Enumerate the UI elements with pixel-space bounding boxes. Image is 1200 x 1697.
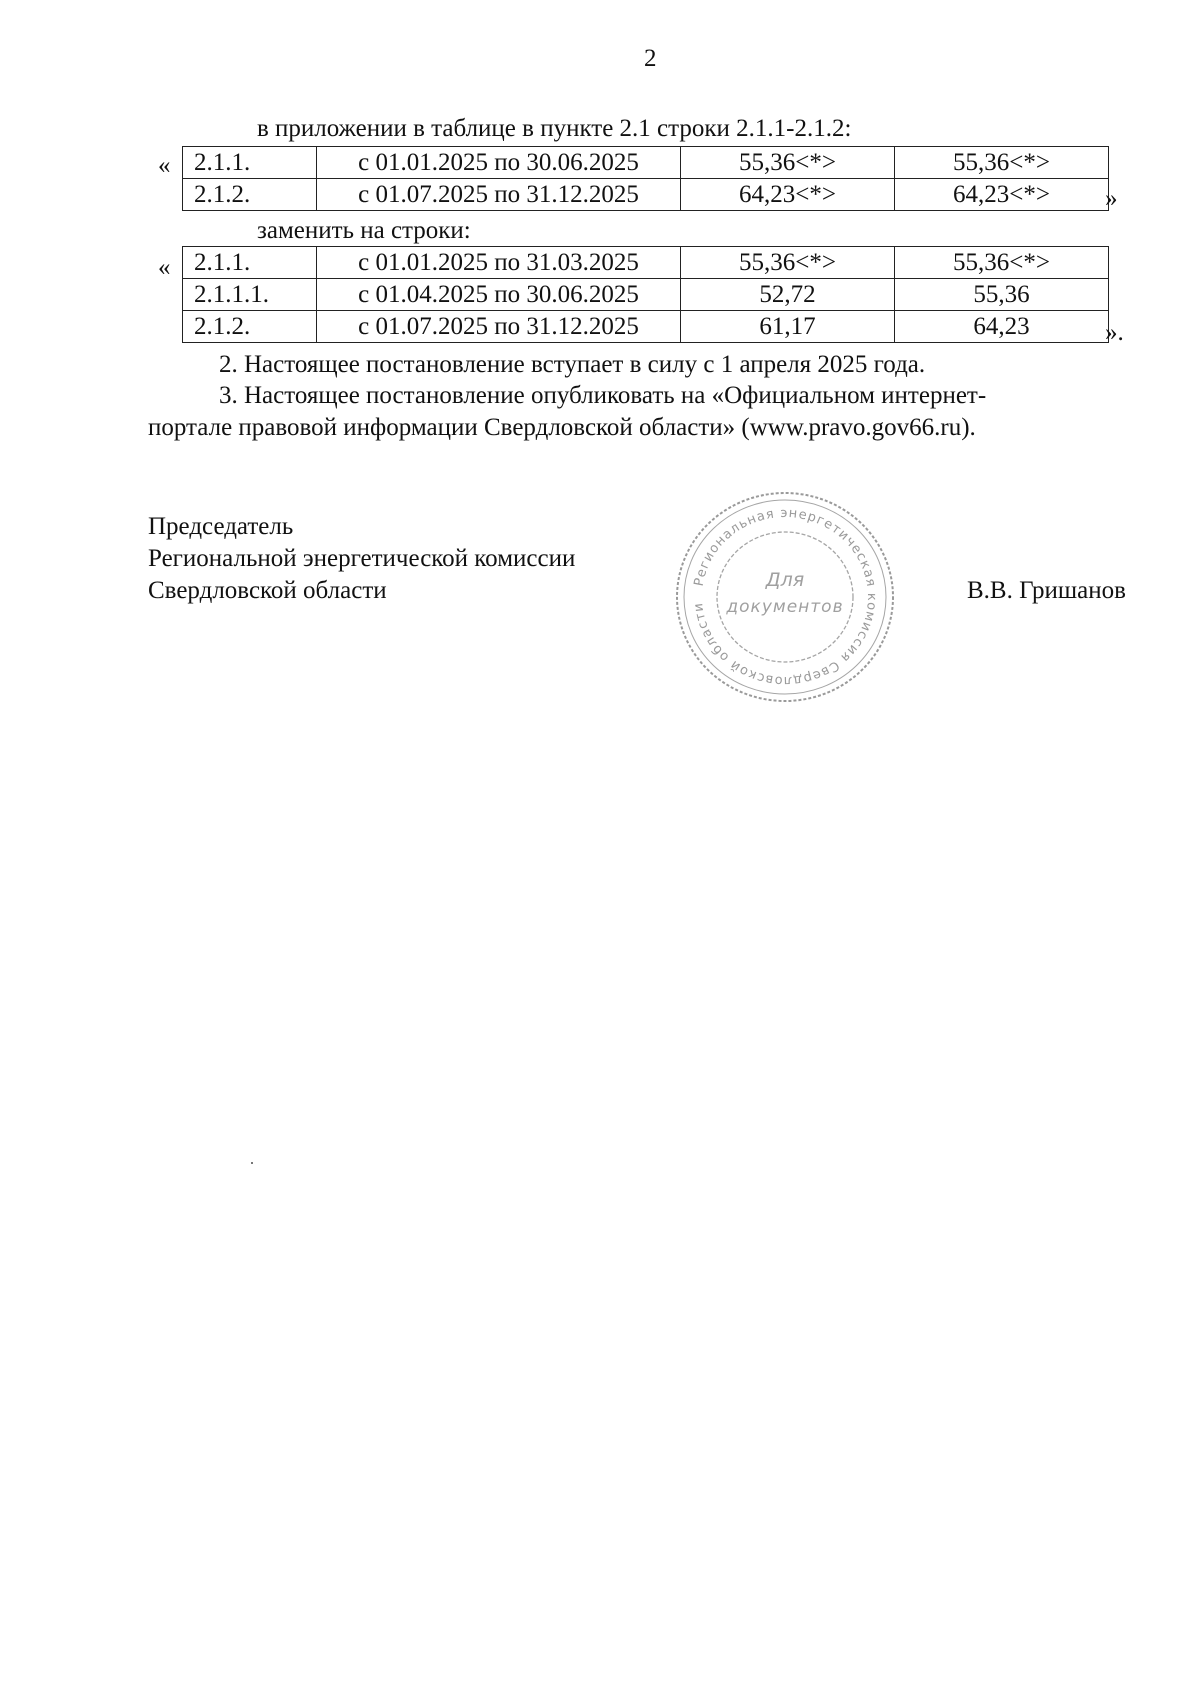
replace-line: заменить на строки: [257,217,471,244]
row-value-2: 64,23 [895,311,1109,343]
row-number: 2.1.1. [183,147,317,179]
row-number: 2.1.1. [183,247,317,279]
row-number: 2.1.2. [183,179,317,211]
quote-close-old: » [1105,185,1118,212]
row-value-1: 55,36<*> [681,147,895,179]
stamp-seal-icon [672,488,898,706]
row-number: 2.1.2. [183,311,317,343]
paragraph-3-line-2: портале правовой информации Свердловской области» (www.pravo.gov66.ru). [148,414,976,441]
row-period: с 01.04.2025 по 30.06.2025 [317,279,681,311]
row-period: с 01.01.2025 по 30.06.2025 [317,147,681,179]
row-period: с 01.07.2025 по 31.12.2025 [317,311,681,343]
row-period: с 01.01.2025 по 31.03.2025 [317,247,681,279]
row-value-1: 52,72 [681,279,895,311]
row-value-2: 55,36<*> [895,247,1109,279]
row-value-1: 64,23<*> [681,179,895,211]
stamp-ring-text: Региональная энергетическая комиссия Свердловской области [691,505,880,689]
official-stamp [672,488,898,706]
row-value-2: 55,36 [895,279,1109,311]
old-rows-table [182,146,1109,211]
table-row [183,279,1109,311]
stamp-center-line-1: Для [765,569,805,591]
row-period: с 01.07.2025 по 31.12.2025 [317,179,681,211]
row-number: 2.1.1.1. [183,279,317,311]
scan-dot [251,1162,253,1164]
row-value-2: 64,23<*> [895,179,1109,211]
signatory-title-line-3: Свердловской области [148,577,387,604]
row-value-1: 61,17 [681,311,895,343]
table-row [183,311,1109,343]
row-value-1: 55,36<*> [681,247,895,279]
table-row [183,147,1109,179]
signatory-name: В.В. Гришанов [967,577,1126,604]
table-row [183,247,1109,279]
new-rows-table [182,246,1109,343]
quote-close-new: ». [1105,319,1124,346]
paragraph-3-line-1: 3. Настоящее постановление опубликовать на «Официальном интернет- [219,382,987,409]
quote-open-new: « [158,254,171,281]
page-number: 2 [644,45,657,72]
intro-line: в приложении в таблице в пункте 2.1 строки 2.1.1-2.1.2: [257,115,852,142]
signatory-title-line-2: Региональной энергетической комиссии [148,545,576,572]
paragraph-2: 2. Настоящее постановление вступает в силу с 1 апреля 2025 года. [219,351,926,378]
quote-open-old: « [158,152,171,179]
stamp-center-line-2: документов [726,597,844,617]
table-row [183,179,1109,211]
row-value-2: 55,36<*> [895,147,1109,179]
signatory-title-line-1: Председатель [148,513,294,540]
